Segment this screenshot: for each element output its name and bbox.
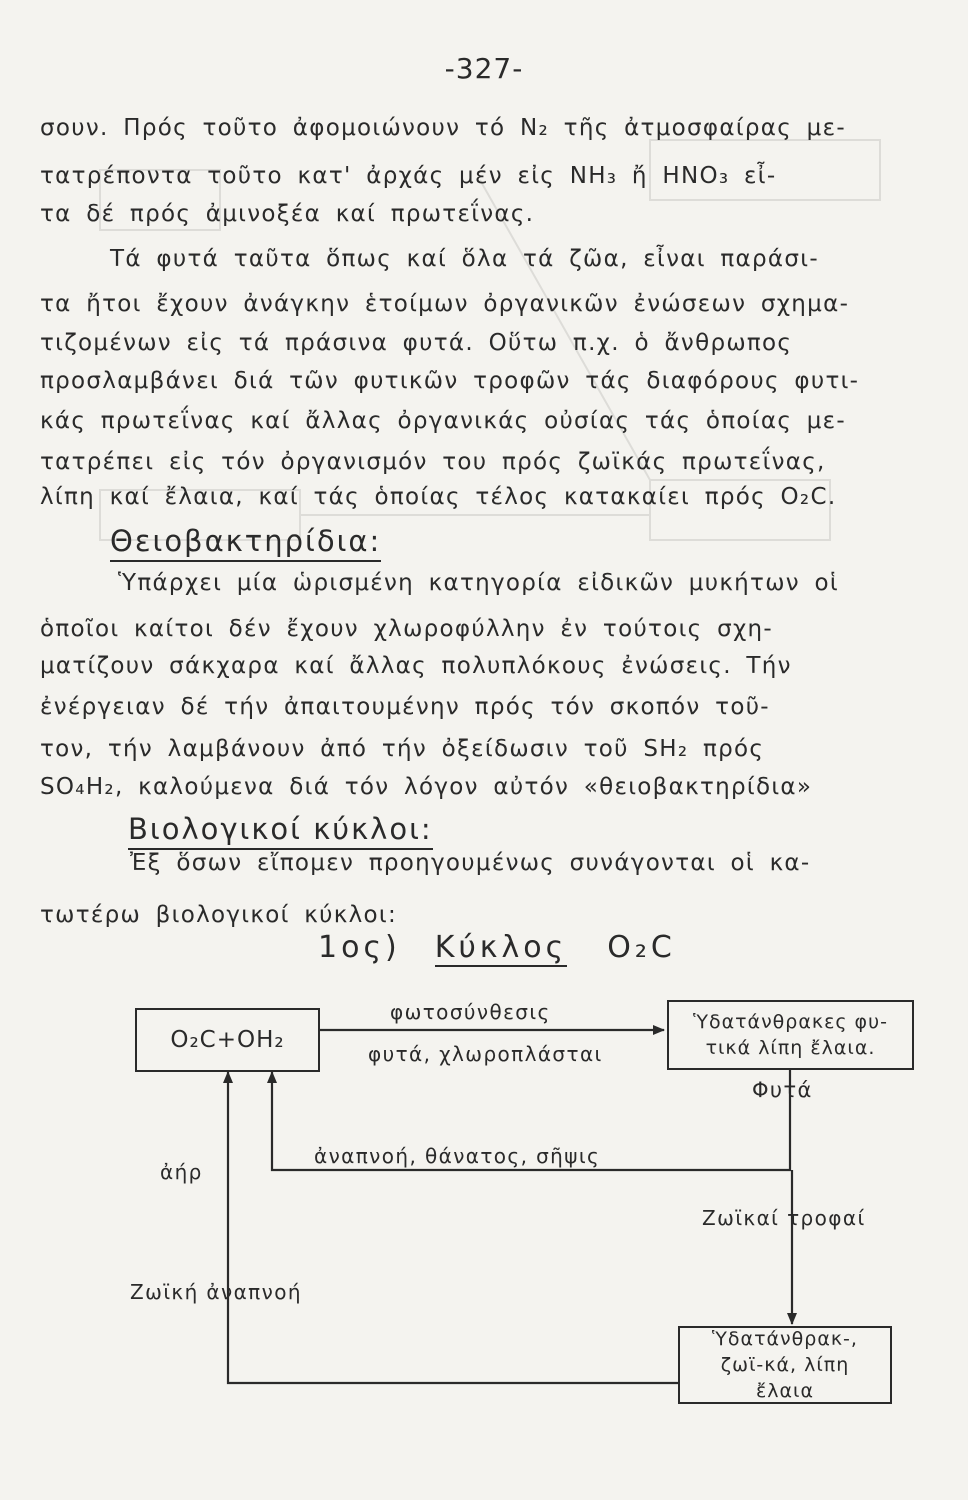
heading-biological-cycles-text: Βιολογικοί κύκλοι: (128, 812, 433, 850)
box-animal-carbohydrates: Ὑδατάνθρακ-, ζωϊ-κά, λίπη ἔλαια (678, 1326, 892, 1404)
label-animal-respiration: Ζωϊκή ἀναπνοή (130, 1280, 302, 1304)
label-plants: Φυτά (752, 1078, 813, 1102)
cycle-subject: O₂C (607, 930, 676, 965)
text-line: σουν. Πρός τοῦτο ἀφομοιώνουν τό N₂ τῆς ἀτμοσφαίρας με- (40, 115, 846, 141)
label-photosynthesis: φωτοσύνθεσις (390, 1000, 551, 1024)
text-line: Τά φυτά ταῦτα ὅπως καί ὅλα τά ζῶα, εἶναι παράσι- (110, 246, 819, 272)
text-line: τατρέπει εἰς τόν ὀργανισμόν του πρός ζωϊκάς πρωτεΐνας, (40, 449, 826, 475)
text-line: λίπη καί ἔλαια, καί τάς ὁποίας τέλος κατακαίει πρός O₂C. (40, 484, 837, 510)
text-line: τα ἤτοι ἔχουν ἀνάγκην ἑτοίμων ὀργανικῶν ἐνώσεων σχημα- (40, 291, 850, 317)
label-decay: ἀναπνοή, θάνατος, σῆψις (314, 1144, 601, 1168)
text-line: Ἐξ ὅσων εἴπομεν προηγουμένως συνάγονται οἱ κα- (130, 850, 811, 876)
text-line: ὁποῖοι καίτοι δέν ἔχουν χλωροφύλλην ἐν τούτοις σχη- (40, 616, 774, 642)
text-line: κάς πρωτεΐνας καί ἄλλας ὀργανικάς οὐσίας τάς ὁποίας με- (40, 408, 847, 434)
box-co2-water: O₂C+OH₂ (135, 1008, 320, 1072)
text-line: ἐνέργειαν δέ τήν ἀπαιτουμένην πρός τόν σκοπόν τοῦ- (40, 694, 770, 720)
label-air: ἀήρ (160, 1160, 203, 1184)
text-line: τωτέρω βιολογικοί κύκλοι: (40, 902, 398, 928)
text-line: προσλαμβάνει διά τῶν φυτικῶν τροφῶν τάς διαφόρους φυτι- (40, 368, 860, 394)
text-line: τιζομένων εἰς τά πράσινα φυτά. Οὕτω π.χ. ὁ ἄνθρωπος (40, 330, 793, 356)
animal-respiration-arrow (228, 1072, 680, 1383)
text-line: τατρέποντα τοῦτο κατ' ἀρχάς μέν εἰς NH₃ ἤ HNO₃ εἶ- (40, 163, 777, 189)
cycle-number: 1ος) (318, 930, 401, 965)
label-chloroplasts: φυτά, χλωροπλάσται (368, 1042, 603, 1066)
label-animal-food: Ζωϊκαί τροφαί (702, 1206, 866, 1230)
text-line: τον, τήν λαμβάνουν ἀπό τήν ὀξείδωσιν τοῦ SH₂ πρός (40, 736, 765, 762)
text-line: ματίζουν σάκχαρα καί ἄλλας πολυπλόκους ἐνώσεις. Τήν (40, 653, 792, 679)
cycle-name: Κύκλος (434, 930, 568, 965)
text-line: Ὑπάρχει μία ὡρισμένη κατηγορία εἰδικῶν μυκήτων οἱ (118, 570, 839, 596)
heading-thiobacteria-text: Θειοβακτηρίδια: (110, 524, 381, 562)
text-line: τα δέ πρός ἀμινοξέα καί πρωτεΐνας. (40, 201, 535, 227)
page-number: -327- (444, 52, 524, 85)
box-plant-carbohydrates: Ὑδατάνθρακες φυ-τικά λίπη ἔλαια. (667, 1000, 914, 1070)
text-line: SO₄H₂, καλούμενα διά τόν λόγον αὐτόν «θειοβακτηρίδια» (40, 774, 813, 800)
